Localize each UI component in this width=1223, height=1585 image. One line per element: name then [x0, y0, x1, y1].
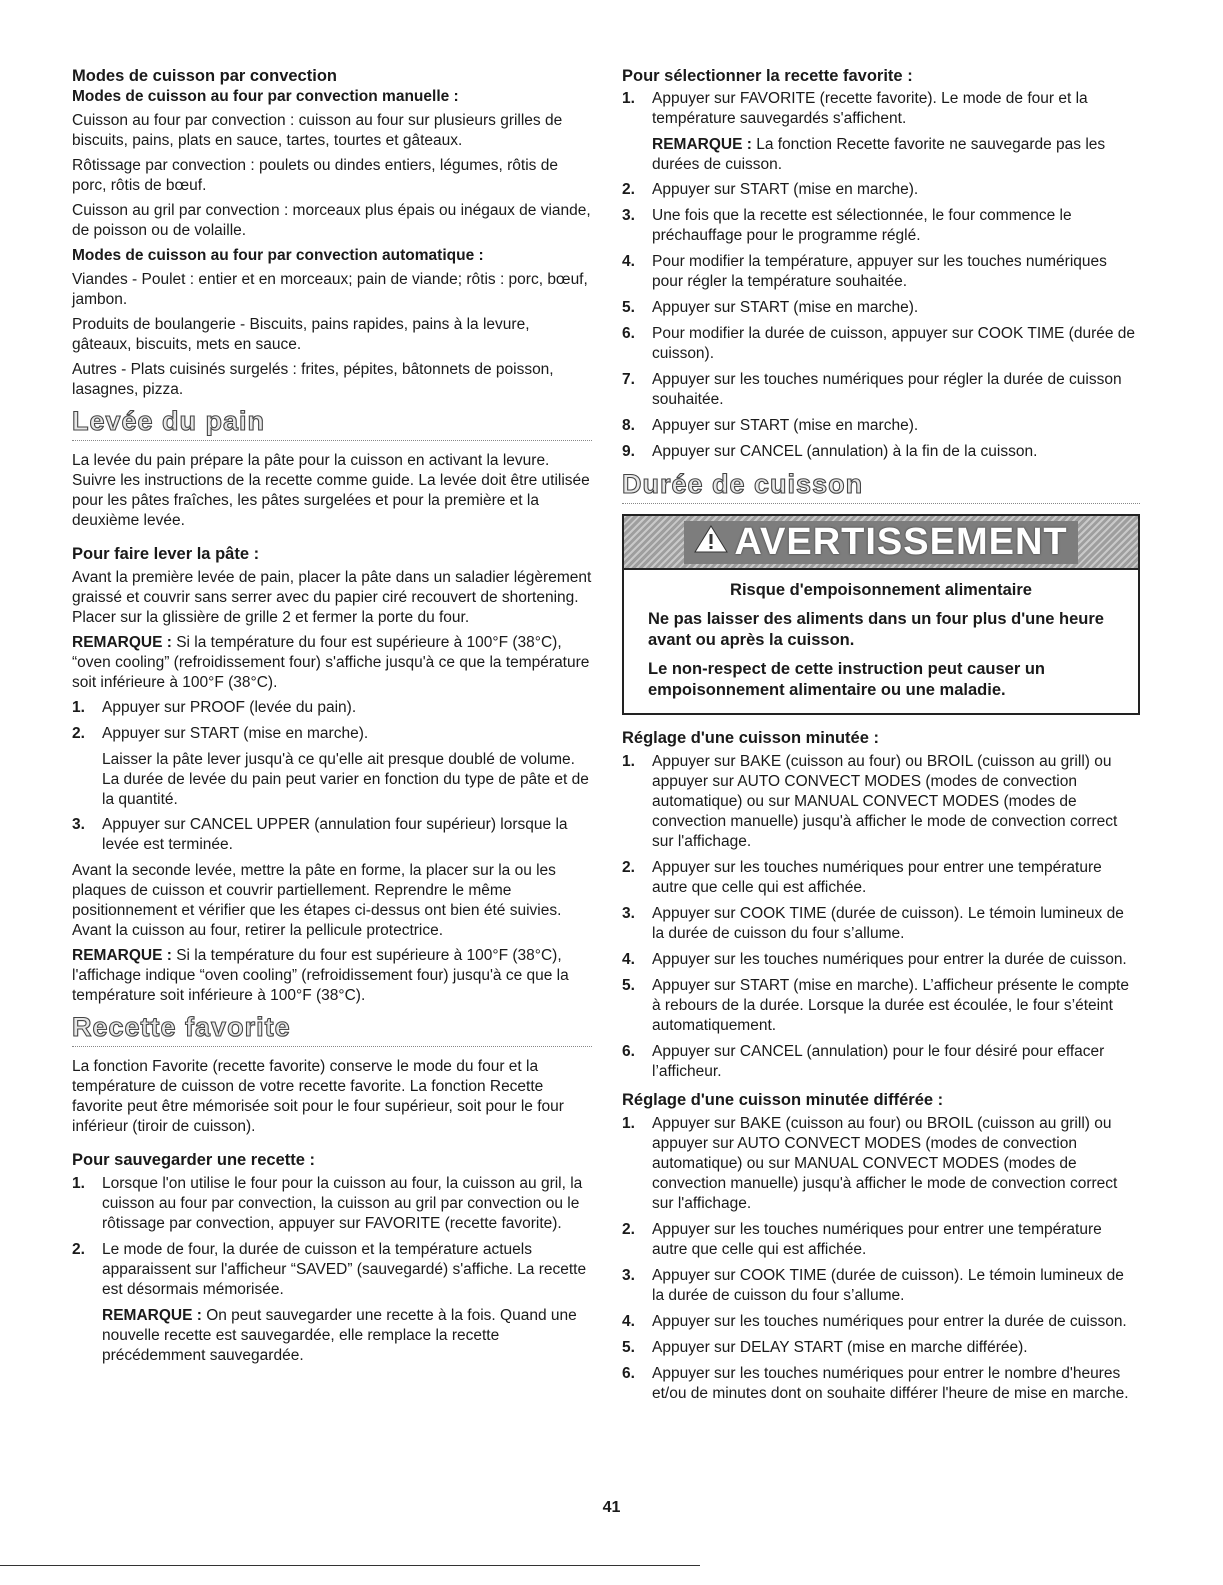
auto-para: Autres - Plats cuisinés surgelés : frites, pépites, bâtonnets de poisson, lasagnes, pizza. [72, 361, 554, 398]
list-item: 6. Pour modifier la durée de cuisson, appuyer sur COOK TIME (durée de cuisson). [622, 325, 1136, 362]
manual-para: Cuisson au four par convection : cuisson au four sur plusieurs grilles de biscuits, pains, plats en sauce, tartes, tourtes et gâteaux. [72, 112, 563, 149]
proof-section-heading: Levée du pain [72, 406, 266, 436]
save-note: REMARQUE : On peut sauvegarder une recette à la fois. Quand une nouvelle recette est sauvegardée, elle remplace la recette précédemment sauvegardée. [102, 1307, 577, 1364]
proof-steps-cont [72, 815, 592, 855]
list-item: 2. Appuyer sur les touches numériques pour entrer une température autre que celle qui est affichée. [622, 1221, 1102, 1258]
proof-steps [72, 698, 592, 744]
list-item: 1. Appuyer sur BAKE (cuisson au four) ou BROIL (cuisson au grill) ou appuyer sur AUTO CONVECT MODES (modes de convection automatique) ou sur MANUAL CONVECT MODES (modes de convection manuelle) jusqu'à afficher le mode de convection correct sur l'affichage. [622, 1115, 1118, 1212]
section-divider [622, 500, 1140, 504]
cook-time-section-heading: Durée de cuisson [622, 469, 864, 499]
right-column [622, 66, 1140, 1410]
auto-para: Produits de boulangerie - Biscuits, pains rapides, pains à la levure, gâteaux, biscuits, mets en sauce. [72, 316, 530, 353]
section-divider [72, 1043, 592, 1047]
convection-modes-title: Modes de cuisson par convection [72, 67, 337, 85]
auto-convection-title: Modes de cuisson au four par convection automatique : [72, 247, 484, 264]
list-item: 5. Appuyer sur START (mise en marche). L’afficheur présente le compte à rebours de la durée. Lorsque la durée est écoulée, le four s’éteint automatiquement. [622, 977, 1129, 1034]
list-item: 7. Appuyer sur les touches numériques pour régler la durée de cuisson souhaitée. [622, 371, 1122, 408]
warning-line: Le non-respect de cette instruction peut causer un empoisonnement alimentaire ou une maladie. [648, 660, 1045, 699]
save-steps [72, 1174, 592, 1300]
warning-box [622, 514, 1140, 715]
list-item: 2. Le mode de four, la durée de cuisson et la température actuels apparaissent sur l'afficheur “SAVED” (sauvegardé) s'affiche. La recette est désormais mémorisée. [72, 1241, 587, 1298]
note-label: REMARQUE : [102, 1307, 202, 1324]
note-label: REMARQUE : [652, 136, 752, 153]
proof-step2-extra: Laisser la pâte lever jusqu'à ce qu'elle ait presque doublé de volume. La durée de levée du pain peut varier en fonction du type de pâte et de la quantité. [102, 751, 589, 808]
list-item: 5. Appuyer sur DELAY START (mise en marche différée). [622, 1339, 1028, 1356]
list-item: 9. Appuyer sur CANCEL (annulation) à la fin de la cuisson. [622, 443, 1038, 460]
list-item: 2. Appuyer sur START (mise en marche). [72, 725, 369, 742]
proof-note-2: REMARQUE : Si la température du four est supérieure à 100°F (38°C), l'affichage indique “oven cooling” (refroidissement four) jusqu'à ce que la température soit inférieure à 100°F (38°C). [72, 947, 569, 1004]
list-item: 8. Appuyer sur START (mise en marche). [622, 417, 919, 434]
list-item: 3. Une fois que la recette est sélectionnée, le four commence le préchauffage pour le programme réglé. [622, 207, 1072, 244]
list-item: 5. Appuyer sur START (mise en marche). [622, 299, 919, 316]
select-steps [622, 89, 1140, 129]
list-item: 3. Appuyer sur CANCEL UPPER (annulation four supérieur) lorsque la levée est terminée. [72, 816, 568, 853]
select-recipe-title: Pour sélectionner la recette favorite : [622, 67, 913, 85]
list-item: 4. Appuyer sur les touches numériques pour entrer la durée de cuisson. [622, 1313, 1127, 1330]
proof-procedure-title: Pour faire lever la pâte : [72, 545, 260, 563]
warning-body [624, 570, 1138, 713]
select-steps-cont [622, 180, 1140, 462]
manual-para: Cuisson au gril par convection : morceaux plus épais ou inégaux de viande, de poisson ou de volaille. [72, 202, 591, 239]
left-column [72, 66, 592, 1371]
section-divider [72, 437, 592, 441]
list-item: 3. Appuyer sur COOK TIME (durée de cuisson). Le témoin lumineux de la durée de cuisson du four s’allume. [622, 1267, 1124, 1304]
proof-note-1: REMARQUE : Si la température du four est supérieure à 100°F (38°C), “oven cooling” (refroidissement four) s'affiche jusqu'à ce que la température soit inférieure à 100°F (38°C). [72, 634, 590, 691]
delayed-cook-title: Réglage d'une cuisson minutée différée : [622, 1091, 944, 1109]
timed-steps [622, 752, 1140, 1082]
list-item: 1. Appuyer sur PROOF (levée du pain). [72, 699, 357, 716]
warning-risk: Risque d'empoisonnement alimentaire [730, 581, 1032, 599]
manual-para: Rôtissage par convection : poulets ou dindes entiers, légumes, rôtis de porc, rôtis de bœuf. [72, 157, 558, 194]
note-label: REMARQUE : [72, 634, 172, 651]
list-item: 1. Appuyer sur BAKE (cuisson au four) ou BROIL (cuisson au grill) ou appuyer sur AUTO CONVECT MODES (modes de convection automatique) ou sur MANUAL CONVECT MODES (modes de convection manuelle) jusqu'à afficher le mode de convection correct sur l'affichage. [622, 753, 1118, 850]
proof-second-rise: Avant la seconde levée, mettre la pâte en forme, la placer sur la ou les plaques de cuisson et couvrir partiellement. Reprendre le même positionnement et vérifier que les étapes ci-dessus ont bien été suivies. Avant la cuisson au four, retirer la pellicule protectrice. [72, 862, 562, 939]
list-item: 2. Appuyer sur les touches numériques pour entrer une température autre que celle qui est affichée. [622, 859, 1102, 896]
list-item: 3. Appuyer sur COOK TIME (durée de cuisson). Le témoin lumineux de la durée de cuisson du four s’allume. [622, 905, 1124, 942]
list-item: 1. Appuyer sur FAVORITE (recette favorite). Le mode de four et la température sauvegardés s'affichent. [622, 90, 1088, 127]
delayed-steps [622, 1114, 1140, 1404]
list-item: 4. Pour modifier la température, appuyer sur les touches numériques pour régler la température souhaitée. [622, 253, 1107, 290]
warning-title: AVERTISSEMENT [684, 521, 1077, 564]
footer-rule [0, 1565, 700, 1566]
list-item: 6. Appuyer sur CANCEL (annulation) pour le four désiré pour effacer l’afficheur. [622, 1043, 1105, 1080]
proof-intro: La levée du pain prépare la pâte pour la cuisson en activant la levure. Suivre les instructions de la recette comme guide. La levée doit être utilisée pour les pâtes fraîches, les pâtes surgelées et pour la première et la deuxième levée. [72, 452, 590, 529]
warning-header [624, 516, 1138, 570]
auto-para: Viandes - Poulet : entier et en morceaux; pain de viande; rôtis : porc, bœuf, jambon. [72, 271, 588, 308]
manual-convection-title: Modes de cuisson au four par convection manuelle : [72, 88, 459, 105]
list-item: 4. Appuyer sur les touches numériques pour entrer la durée de cuisson. [622, 951, 1127, 968]
timed-cook-title: Réglage d'une cuisson minutée : [622, 729, 879, 747]
warning-line: Ne pas laisser des aliments dans un four plus d'une heure avant ou après la cuisson. [648, 610, 1104, 649]
list-item: 6. Appuyer sur les touches numériques pour entrer le nombre d'heures et/ou de minutes dont on souhaite différer l'heure de mise en marche. [622, 1365, 1129, 1402]
list-item: 1. Lorsque l'on utilise le four pour la cuisson au four, la cuisson au gril, la cuisson au four par convection, la cuisson au gril par convection ou le rôtissage par convection, appuyer sur FAVORITE (recette favorite). [72, 1175, 583, 1232]
favorite-intro: La fonction Favorite (recette favorite) conserve le mode du four et la température de cuisson de votre recette favorite. La fonction Recette favorite peut être mémorisée soit pour le four supérieur, soit pour le four inférieur (tiroir de cuisson). [72, 1058, 564, 1135]
proof-procedure-intro: Avant la première levée de pain, placer la pâte dans un saladier légèrement graissé et couvrir sans serrer avec du papier ciré recouvert de shortening. Placer sur la glissière de grille 2 et fermer la porte du four. [72, 569, 592, 626]
select-note: REMARQUE : La fonction Recette favorite ne sauvegarde pas les durées de cuisson. [652, 136, 1106, 173]
save-recipe-title: Pour sauvegarder une recette : [72, 1151, 316, 1169]
list-item: 2. Appuyer sur START (mise en marche). [622, 181, 919, 198]
favorite-section-heading: Recette favorite [72, 1012, 291, 1042]
page-number: 41 [602, 1499, 621, 1516]
note-label: REMARQUE : [72, 947, 172, 964]
warning-triangle-icon [694, 521, 728, 564]
